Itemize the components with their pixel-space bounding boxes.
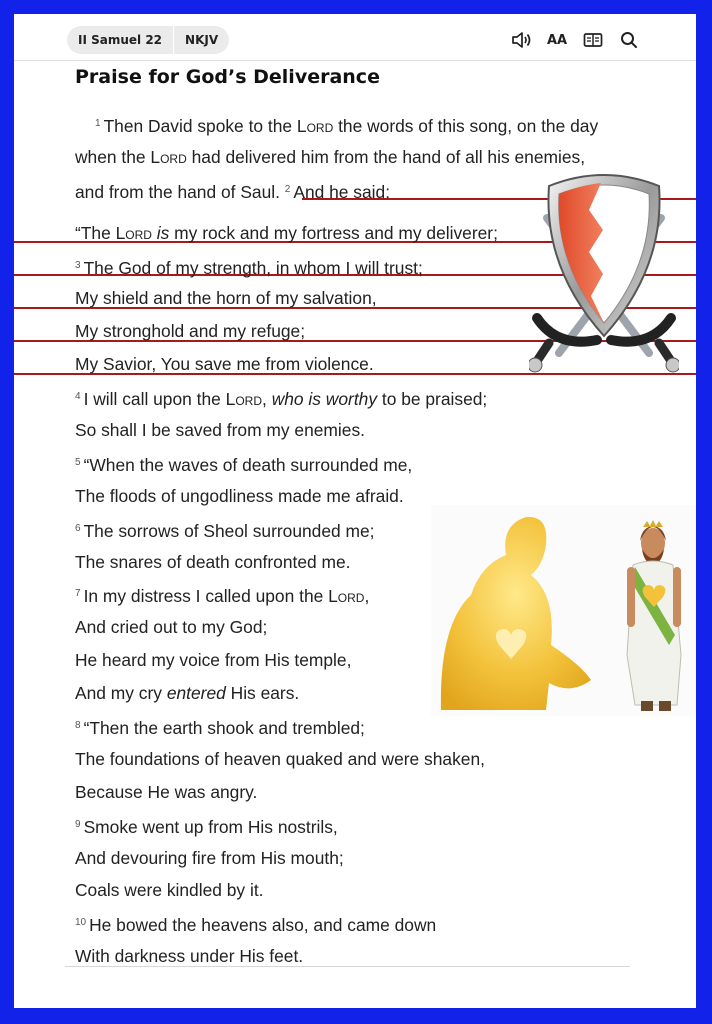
verse-number[interactable]: 4	[75, 391, 81, 403]
illustration-figures	[431, 505, 696, 716]
text-line	[75, 447, 675, 480]
top-bar	[14, 14, 696, 61]
verse-text: “When the waves of death surrounded me,	[83, 454, 413, 475]
divine-name: Lord	[296, 116, 334, 136]
verse-number[interactable]: 10	[75, 917, 87, 929]
jesus-david-illustration	[431, 505, 696, 716]
text-line: My shield and the horn of my salvation,	[75, 288, 377, 309]
verse-text: Then David spoke to the	[103, 116, 297, 136]
verse-text: And he said:	[293, 181, 391, 202]
text-line: He heard my voice from His temple,	[75, 650, 352, 671]
verse-text: the words of this song, on the day	[333, 116, 599, 136]
text-line	[75, 907, 675, 940]
text-line	[75, 809, 675, 842]
text-line: And cried out to my God;	[75, 617, 268, 638]
text-line: My stronghold and my refuge;	[75, 321, 306, 342]
italic-text: is	[156, 222, 170, 243]
verse-number[interactable]: 8	[75, 720, 81, 732]
verse-text: The God of my strength, in whom I will trust;	[83, 257, 423, 278]
toolbar-icons	[510, 29, 640, 51]
text-line: So shall I be saved from my enemies.	[75, 420, 365, 441]
text-line: Because He was angry.	[75, 781, 258, 802]
version-button[interactable]: NKJV	[185, 33, 219, 47]
verse-text: The sorrows of Sheol surrounded me;	[83, 520, 375, 541]
divine-name: Lord	[225, 389, 263, 410]
text-line: My Savior, You save me from violence.	[75, 354, 374, 375]
reader-page	[14, 14, 696, 1008]
italic-text: who is worthy	[271, 389, 378, 410]
text-line: Coals were kindled by it.	[75, 880, 264, 901]
text-line: The snares of death confronted me.	[75, 551, 351, 572]
book-icon[interactable]	[582, 29, 604, 51]
verse-text: His ears.	[225, 683, 300, 704]
verse-text: “The	[75, 222, 116, 243]
verse-text: ,	[364, 586, 370, 607]
verse-text: And my cry	[75, 683, 167, 704]
section-heading: Praise for God’s Deliverance	[75, 66, 380, 88]
verse-number[interactable]: 9	[75, 818, 81, 830]
verse-text: In my distress I called upon the	[83, 586, 329, 607]
speaker-icon[interactable]	[510, 29, 532, 51]
shield-swords-illustration	[529, 168, 679, 378]
bottom-divider	[65, 966, 630, 967]
verse-text: He bowed the heavens also, and came down	[89, 915, 437, 936]
verse-text: when the	[75, 146, 151, 167]
verse-number[interactable]: 2	[284, 183, 291, 195]
divine-name: Lord	[328, 586, 365, 607]
book-chapter-button[interactable]: II Samuel 22	[78, 33, 163, 47]
text-line: The floods of ungodliness made me afraid.	[75, 485, 404, 506]
verse-text: to be praised;	[377, 389, 488, 410]
verse-number[interactable]: 3	[75, 259, 81, 271]
verse-text: had delivered him from the hand of all his enemies,	[186, 146, 586, 167]
search-icon[interactable]	[618, 29, 640, 51]
font-size-label: AA	[546, 32, 568, 48]
text-line	[75, 108, 675, 141]
verse-text: and from the hand of Saul.	[75, 181, 285, 202]
verse-text: ,	[262, 389, 272, 410]
divine-name: Lord	[115, 222, 152, 243]
verse-number[interactable]: 7	[75, 588, 81, 600]
verse-number[interactable]: 1	[95, 118, 101, 129]
italic-text: entered	[166, 683, 226, 704]
text-line: With darkness under His feet.	[75, 946, 304, 967]
verse-number[interactable]: 5	[75, 456, 81, 468]
verse-text: Smoke went up from His nostrils,	[83, 816, 338, 837]
verse-text: I will call upon the	[83, 389, 226, 410]
text-line	[75, 381, 675, 414]
verse-text: “Then the earth shook and trembled;	[83, 718, 365, 739]
font-size-icon[interactable]	[546, 29, 568, 51]
passage-selector[interactable]	[67, 26, 229, 54]
divine-name: Lord	[150, 146, 187, 167]
verse-text: my rock and my fortress and my deliverer;	[169, 222, 498, 243]
verse-number[interactable]: 6	[75, 522, 81, 534]
text-line: And devouring fire from His mouth;	[75, 847, 344, 868]
text-line: The foundations of heaven quaked and were shaken,	[75, 748, 485, 769]
